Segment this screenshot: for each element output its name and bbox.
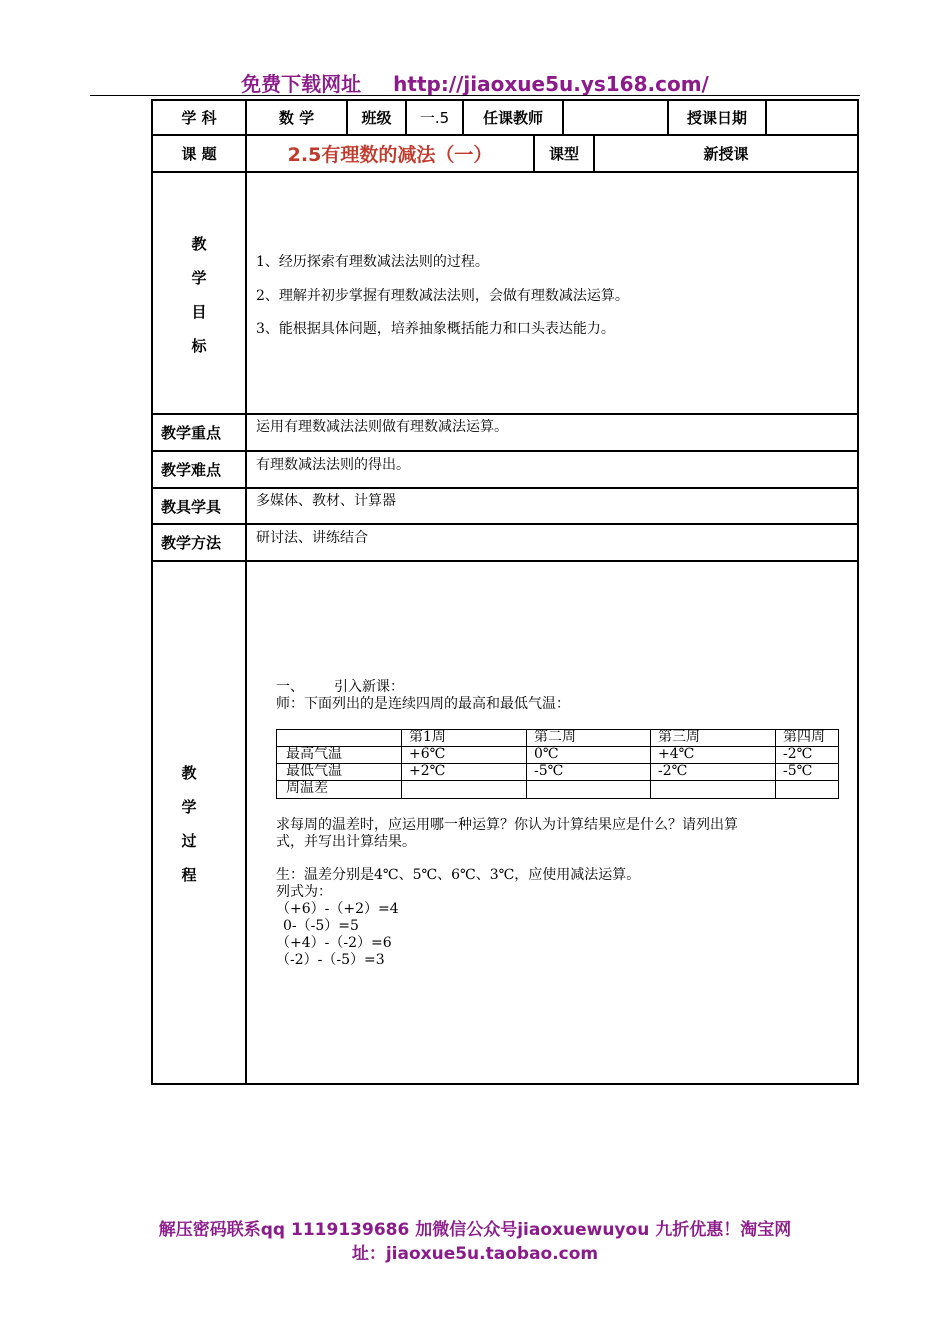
table-border	[857, 99, 859, 1085]
table-header-cell: 第二周	[534, 729, 576, 745]
process-label-char: 程	[181, 866, 197, 884]
objectives-label	[189, 227, 209, 363]
difficulty-label: 教学难点	[161, 461, 222, 479]
topic-label: 课 题	[181, 145, 217, 163]
objectives-label-char: 标	[191, 337, 207, 355]
header-download-link[interactable]	[0, 68, 950, 97]
table-border	[151, 413, 859, 415]
table-border	[151, 487, 859, 489]
lesson-type-value: 新授课	[703, 145, 749, 163]
footer-line: 址：jiaoxue5u.taobao.com	[351, 1244, 599, 1264]
table-border	[245, 99, 247, 1085]
key-point-value: 运用有理数减法法则做有理数减法运算。	[256, 419, 508, 435]
footer-line: 解压密码联系qq 1119139686 加微信公众号jiaoxuewuyou 九折优惠！淘宝网	[158, 1220, 792, 1240]
header-site-label: 免费下载网址	[241, 72, 362, 96]
temperature-table-border	[276, 780, 839, 781]
topic-value: 2.5有理数的减法（一）	[287, 144, 493, 166]
temperature-table-border	[276, 798, 839, 799]
formula-line: 0-（-5）=5	[283, 918, 359, 934]
temperature-table-border	[650, 729, 651, 799]
lesson-plan-table	[151, 99, 859, 1085]
student-answer: 生：温差分别是4℃、5℃、6℃、3℃，应使用减法运算。	[276, 867, 641, 883]
key-point-label: 教学重点	[161, 424, 222, 442]
table-cell: 周温差	[286, 780, 328, 796]
table-cell: +2℃	[409, 763, 446, 779]
temperature-table-border	[775, 729, 776, 799]
method-label: 教学方法	[161, 534, 222, 552]
formula-label: 列式为：	[276, 884, 332, 900]
table-cell: -2℃	[783, 746, 813, 762]
footer-promo	[70, 1218, 880, 1266]
date-label: 授课日期	[686, 109, 747, 127]
table-cell: +4℃	[658, 746, 695, 762]
table-cell: -5℃	[783, 763, 813, 779]
table-border	[151, 99, 153, 1085]
question-line: 式，并写出计算结果。	[276, 834, 416, 850]
temperature-table-border	[526, 729, 527, 799]
teacher-value	[564, 101, 667, 134]
table-cell: 最高气温	[286, 746, 342, 762]
table-border	[151, 560, 859, 562]
table-cell: -2℃	[658, 763, 688, 779]
header-divider	[90, 95, 860, 96]
table-header-cell: 第1周	[409, 729, 446, 745]
table-cell: +6℃	[409, 746, 446, 762]
tools-value: 多媒体、教材、计算器	[256, 493, 396, 509]
method-value: 研讨法、讲练结合	[256, 530, 368, 546]
section-title: 引入新课：	[334, 679, 404, 695]
objectives-label-char: 学	[191, 269, 207, 287]
tools-label: 教具学具	[161, 497, 222, 516]
table-border	[151, 171, 859, 173]
table-border	[151, 523, 859, 525]
section-number: 一、	[276, 679, 304, 695]
difficulty-value: 有理数减法法则的得出。	[256, 457, 410, 473]
table-header-cell: 第四周	[783, 729, 825, 745]
objectives-label-char: 目	[191, 303, 207, 321]
table-header-cell: 第三周	[658, 729, 700, 745]
objective-item: 3、能根据具体问题，培养抽象概括能力和口头表达能力。	[256, 321, 615, 337]
teacher-prompt: 师：下面列出的是连续四周的最高和最低气温：	[276, 696, 570, 712]
class-value: 一.5	[419, 109, 450, 127]
objective-item: 2、理解并初步掌握有理数减法法则，会做有理数减法运算。	[256, 288, 629, 304]
formula-line: （-2）-（-5）=3	[276, 952, 385, 968]
temperature-table-border	[276, 729, 277, 799]
process-label	[179, 756, 199, 892]
table-cell: 0℃	[534, 746, 559, 762]
formula-line: （+4）-（-2）=6	[276, 935, 392, 951]
class-label: 班级	[361, 109, 392, 127]
process-label-char: 教	[181, 764, 197, 782]
temperature-table	[276, 729, 839, 799]
table-border	[151, 450, 859, 452]
lesson-type-label: 课型	[548, 145, 579, 163]
subject-label: 学 科	[181, 109, 217, 127]
subject-value: 数 学	[278, 109, 315, 127]
table-cell: -5℃	[534, 763, 564, 779]
teacher-label: 任课教师	[482, 109, 543, 127]
formula-line: （+6）-（+2）=4	[276, 901, 399, 917]
table-cell: 最低气温	[286, 763, 342, 779]
date-value	[767, 101, 857, 134]
process-label-char: 过	[181, 832, 197, 850]
objective-item: 1、经历探索有理数减法法则的过程。	[256, 254, 489, 270]
process-label-char: 学	[181, 798, 197, 816]
temperature-table-border	[838, 729, 839, 799]
temperature-table-border	[401, 729, 402, 799]
table-border	[151, 1083, 859, 1085]
objectives-label-char: 教	[191, 235, 207, 253]
question-line: 求每周的温差时，应运用哪一种运算？你认为计算结果应是什么？请列出算	[276, 817, 738, 833]
header-site-url[interactable]: http://jiaoxue5u.ys168.com/	[393, 72, 709, 96]
